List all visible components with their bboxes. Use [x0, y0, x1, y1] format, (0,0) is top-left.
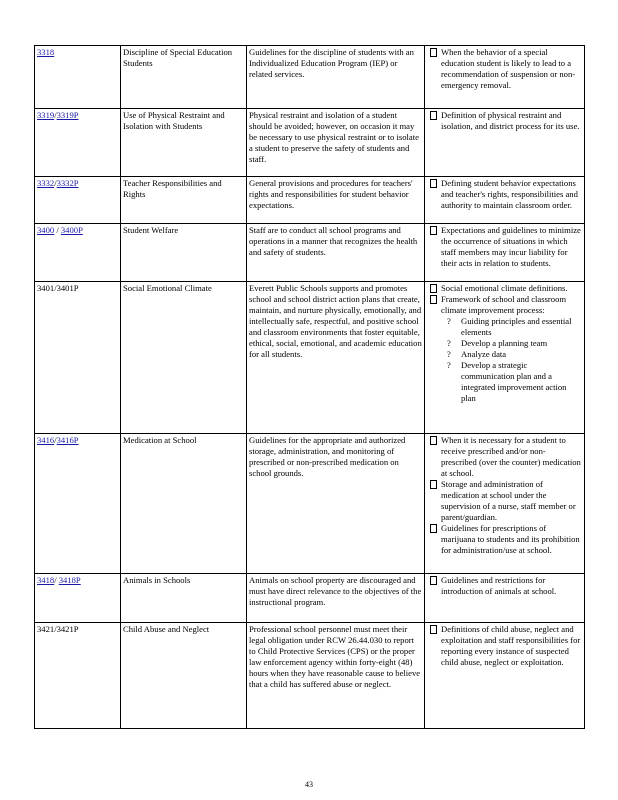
sub-list-item: ? Analyze data: [447, 349, 507, 359]
policy-number-cell: 3400 / 3400P: [35, 224, 121, 282]
policy-link[interactable]: 3332: [37, 178, 55, 188]
policy-items-cell: [425, 224, 585, 282]
list-item: Framework of school and classroom climate improvement process:: [427, 294, 582, 316]
policy-link[interactable]: 3318: [37, 47, 55, 57]
table-row: [35, 574, 585, 623]
policy-title-cell: Medication at School: [121, 434, 247, 574]
list-item: When it is necessary for a student to receive prescribed and/or non- prescribed (over the counter) medication at school.: [427, 435, 582, 479]
policy-items-cell: [425, 282, 585, 434]
policy-number-cell: 3319/3319P: [35, 109, 121, 177]
checkbox-bullet-icon: [430, 480, 437, 489]
table-row: [35, 109, 585, 177]
checkbox-bullet-icon: [430, 436, 437, 445]
procedure-link[interactable]: 3416P: [56, 435, 79, 445]
policy-number-cell: 3418/ 3418P: [35, 574, 121, 623]
policy-items-cell: [425, 574, 585, 623]
policy-items-cell: [425, 434, 585, 574]
list-item: Definition of physical restraint and isolation, and district process for its use.: [427, 110, 582, 132]
policy-title-cell: Child Abuse and Neglect: [121, 623, 247, 729]
policy-items-cell: [425, 46, 585, 109]
policy-number-cell: [35, 282, 121, 434]
procedure-link[interactable]: 3418P: [58, 575, 81, 585]
policy-title-cell: Discipline of Special Education Students: [121, 46, 247, 109]
list-item: Social emotional climate definitions.: [427, 283, 582, 294]
policy-items-cell: [425, 177, 585, 224]
policy-summary-cell: Guidelines for the appropriate and authorized storage, administration, and monitoring of prescribed or non-prescribed medication on school grounds.: [247, 434, 425, 574]
list-item: Guidelines for prescriptions of marijuana to students and its prohibition for administration/use at school.: [427, 523, 582, 556]
policy-table: [34, 45, 585, 729]
policy-link[interactable]: 3418: [37, 575, 55, 585]
checkbox-bullet-icon: [430, 284, 437, 293]
policy-summary-cell: Everett Public Schools supports and promotes school and school district action plans that create, maintain, and nurture physically, emotionally, and intellectually safe, respectful, and positive school and classroom environments that foster equitable, ethical, social, emotional, and academic education for all students.: [247, 282, 425, 434]
checkbox-bullet-icon: [430, 524, 437, 533]
checkbox-bullet-icon: [430, 111, 437, 120]
policy-title-cell: Social Emotional Climate: [121, 282, 247, 434]
list-item: Expectations and guidelines to minimize the occurrence of situations in which staff members may incur liability for their acts in relation to students.: [427, 225, 582, 269]
checkbox-bullet-icon: [430, 48, 437, 57]
procedure-link[interactable]: 3319P: [56, 110, 79, 120]
checkbox-bullet-icon: [430, 226, 437, 235]
table-row: [35, 177, 585, 224]
list-item: Defining student behavior expectations and teacher's rights, responsibilities and authority to maintain classroom order.: [427, 178, 582, 211]
policy-number-cell: [35, 623, 121, 729]
policy-link[interactable]: 3416: [37, 435, 55, 445]
policy-summary-cell: Professional school personnel must meet their legal obligation under RCW 26.44.030 to report to Child Protective Services (CPS) or the proper law enforcement agency within forty-eight (48) hours when they have reasonable cause to believe that a child has suffered abuse or neglect.: [247, 623, 425, 729]
policy-items-cell: [425, 623, 585, 729]
procedure-link[interactable]: 3400P: [60, 225, 83, 235]
checkbox-bullet-icon: [430, 179, 437, 188]
table-row: [35, 434, 585, 574]
sub-list-item: ? Develop a strategic communication plan and a integrated improvement action plan: [447, 360, 567, 403]
page-number: 43: [305, 780, 313, 789]
sub-list-item: ? Develop a planning team: [447, 338, 548, 348]
list-item: Guidelines and restrictions for introduction of animals at school.: [427, 575, 582, 597]
procedure-link[interactable]: 3332P: [56, 178, 79, 188]
table-row: [35, 46, 585, 109]
policy-number-cell: [35, 46, 121, 109]
table-row: [35, 623, 585, 729]
policy-link[interactable]: 3400: [37, 225, 55, 235]
sub-list-item: ? Guiding principles and essential elements: [447, 316, 572, 337]
list-item: Storage and administration of medication at school under the supervision of a nurse, staff member or parent/guardian.: [427, 479, 582, 523]
policy-number-cell: 3416/3416P: [35, 434, 121, 574]
policy-title-cell: Student Welfare: [121, 224, 247, 282]
checkbox-bullet-icon: [430, 295, 437, 304]
policy-summary-cell: Staff are to conduct all school programs and operations in a manner that recognizes the health and safety of students.: [247, 224, 425, 282]
list-item: When the behavior of a special education student is likely to lead to a recommendation of suspension or non- emergency removal.: [427, 47, 582, 91]
checkbox-bullet-icon: [430, 625, 437, 634]
policy-number: 3401/3401P: [37, 283, 79, 293]
list-item: Definitions of child abuse, neglect and exploitation and staff responsibilities for reporting every instance of suspected child abuse, neglect or exploitation.: [427, 624, 582, 668]
checkbox-bullet-icon: [430, 576, 437, 585]
policy-summary-cell: Physical restraint and isolation of a student should be avoided; however, on occasion it may be necessary to use physical restraint or to isolate a student to preserve the safety of students and staff.: [247, 109, 425, 177]
policy-number: 3421/3421P: [37, 624, 79, 634]
policy-title-cell: Animals in Schools: [121, 574, 247, 623]
policy-title-cell: Teacher Responsibilities and Rights: [121, 177, 247, 224]
policy-title-cell: Use of Physical Restraint and Isolation with Students: [121, 109, 247, 177]
policy-items-cell: [425, 109, 585, 177]
policy-summary-cell: Animals on school property are discouraged and must have direct relevance to the objectives of the instructional program.: [247, 574, 425, 623]
policy-summary-cell: Guidelines for the discipline of students with an Individualized Education Program (IEP) or related services.: [247, 46, 425, 109]
policy-summary-cell: General provisions and procedures for teachers' rights and responsibilities for student behavior expectations.: [247, 177, 425, 224]
table-row: [35, 224, 585, 282]
policy-link[interactable]: 3319: [37, 110, 55, 120]
table-row: [35, 282, 585, 434]
policy-number-cell: 3332/3332P: [35, 177, 121, 224]
